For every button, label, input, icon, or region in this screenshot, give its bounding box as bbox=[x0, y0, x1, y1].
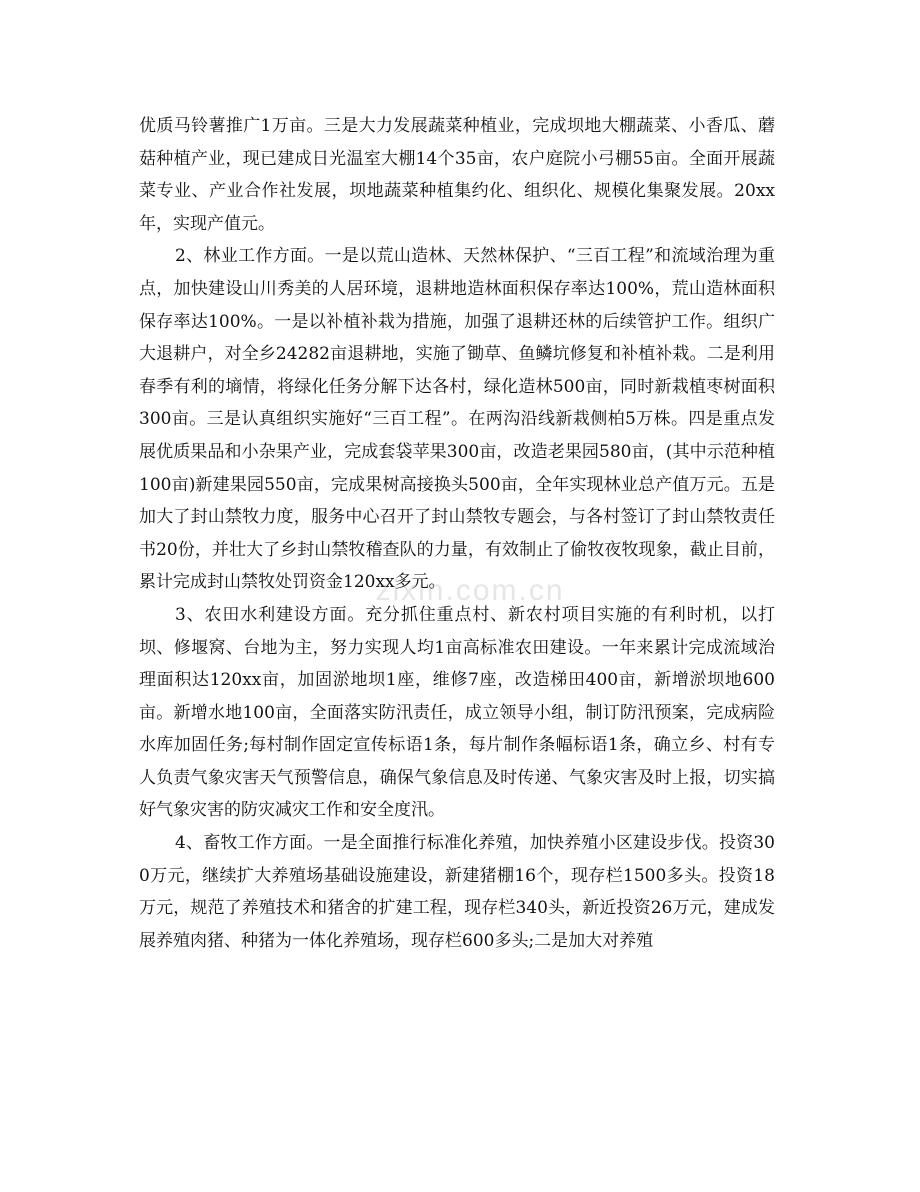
watermark: zixin.com.cn bbox=[375, 574, 565, 607]
document-body bbox=[139, 110, 775, 957]
paragraph-vegetables: 优质马铃薯推广1万亩。三是大力发展蔬菜种植业，完成坝地大棚蔬菜、小香瓜、蘑菇种植产业，现已建成日光温室大棚14个35亩，农户庭院小弓棚55亩。全面开展蔬菜专业、产业合作社发展，坝地蔬菜种植集约化、组织化、规模化集聚发展。20xx年，实现产值元。 bbox=[139, 116, 775, 234]
paragraph-livestock: 4、畜牧工作方面。一是全面推行标准化养殖，加快养殖小区建设步伐。投资300万元，继续扩大养殖场基础设施建设，新建猪棚16个，现存栏1500多头。投资18万元，规范了养殖技术和猪舍的扩建工程，现存栏340头，新近投资26万元，建成发展养殖肉猪、种猪为一体化养殖场，现存栏600多头;二是加大对养殖 bbox=[139, 833, 775, 951]
paragraph-irrigation: 3、农田水利建设方面。充分抓住重点村、新农村项目实施的有利时机，以打坝、修堰窝、台地为主，努力实现人均1亩高标准农田建设。一年来累计完成流域治理面积达120xx亩，加固淤地坝1座，维修7座，改造梯田400亩，新增淤坝地600亩。新增水地100亩，全面落实防汛责任，成立领导小组，制订防汛预案，完成病险水库加固任务;每村制作固定宣传标语1条，每片制作条幅标语1条，确立乡、村有专人负责气象灾害天气预警信息，确保气象信息及时传递、气象灾害及时上报，切实搞好气象灾害的防灾减灾工作和安全度汛。 bbox=[139, 604, 775, 821]
paragraph-forestry: 2、林业工作方面。一是以荒山造林、天然林保护、“三百工程”和流域治理为重点，加快建设山川秀美的人居环境，退耕地造林面积保存率达100%，荒山造林面积保存率达100%。一是以补植补栽为措施，加强了退耕还林的后续管护工作。组织广大退耕户，对全乡24282亩退耕地，实施了锄草、鱼鳞坑修复和补植补栽。二是利用春季有利的墒情，将绿化任务分解下达各村，绿化造林500亩，同时新栽植枣树面积300亩。三是认真组织实施好“三百工程”。在两沟沿线新栽侧柏5万株。四是重点发展优质果品和小杂果产业，完成套袋苹果300亩，改造老果园580亩，(其中示范种植100亩)新建果园550亩，完成果树高接换头500亩，全年实现林业总产值万元。五是加大了封山禁牧力度，服务中心召开了封山禁牧专题会，与各村签订了封山禁牧责任书20份，并壮大了乡封山禁牧稽查队的力量，有效制止了偷牧夜牧现象，截止目前，累计完成封山禁牧处罚资金120xx多元。 bbox=[139, 246, 775, 593]
